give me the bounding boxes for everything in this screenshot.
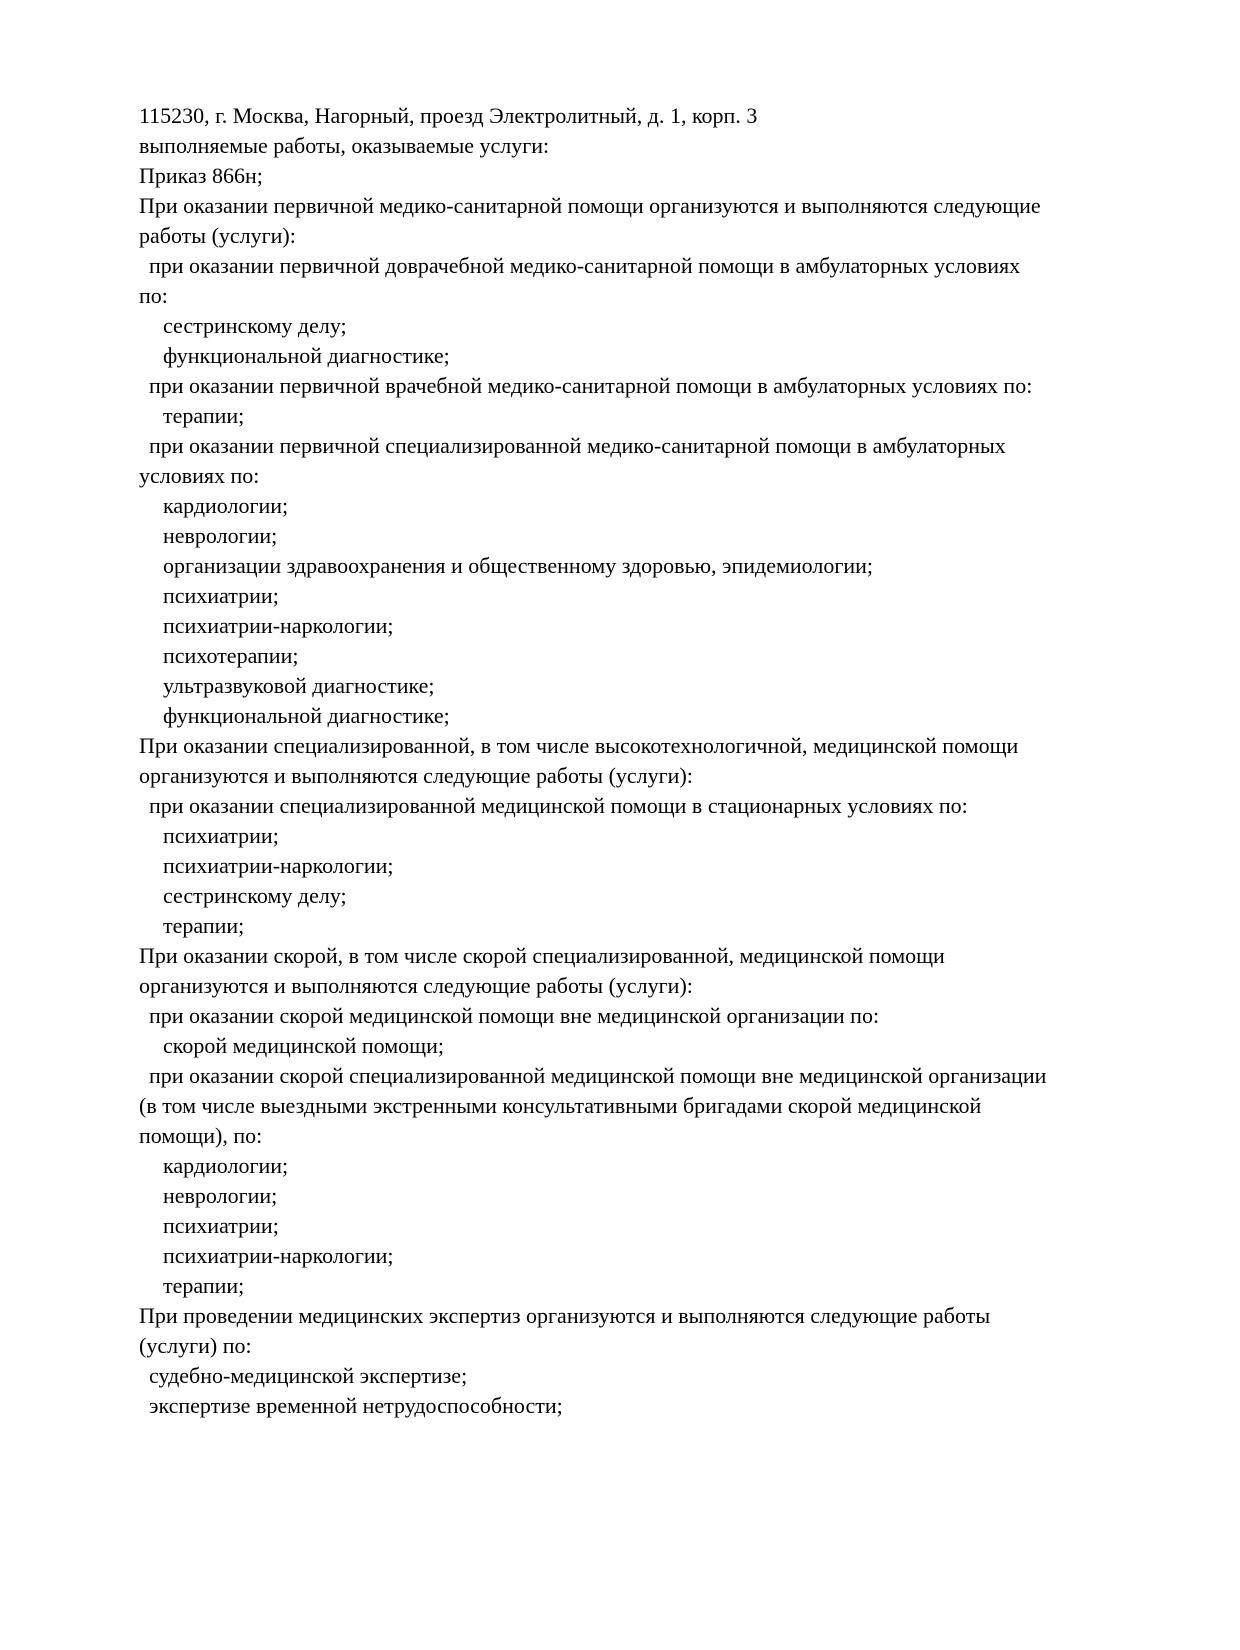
text-line: работы (услуги):	[139, 223, 296, 248]
text-line: психиатрии;	[163, 1213, 279, 1238]
text-line: функциональной диагностике;	[163, 703, 450, 728]
text-line: (услуги) по:	[139, 1333, 252, 1358]
text-line: при оказании первичной доврачебной медико-санитарной помощи в амбулаторных условиях	[149, 253, 1021, 278]
text-line: экспертизе временной нетрудоспособности;	[149, 1393, 563, 1418]
text-line: психиатрии;	[163, 583, 279, 608]
text-line: При оказании первичной медико-санитарной помощи организуются и выполняются следующие	[139, 193, 1041, 218]
text-line: (в том числе выездными экстренными консультативными бригадами скорой медицинской	[139, 1093, 982, 1118]
text-line: психиатрии-наркологии;	[163, 853, 394, 878]
text-line: При оказании специализированной, в том числе высокотехнологичной, медицинской помощи	[139, 733, 1019, 758]
text-line: сестринскому делу;	[163, 883, 347, 908]
text-line: терапии;	[163, 403, 245, 428]
text-line: условиях по:	[139, 463, 260, 488]
text-line: неврологии;	[163, 523, 278, 548]
text-line: при оказании специализированной медицинской помощи в стационарных условиях по:	[149, 793, 968, 818]
text-line: по:	[139, 283, 168, 308]
text-line: терапии;	[163, 913, 245, 938]
text-line: сестринскому делу;	[163, 313, 347, 338]
text-line: психиатрии-наркологии;	[163, 1243, 394, 1268]
text-line: скорой медицинской помощи;	[163, 1033, 445, 1058]
text-line: психотерапии;	[163, 643, 299, 668]
text-line: Приказ 866н;	[139, 163, 263, 188]
text-line: При оказании скорой, в том числе скорой специализированной, медицинской помощи	[139, 943, 945, 968]
text-line: при оказании первичной специализированной медико-санитарной помощи в амбулаторных	[149, 433, 1006, 458]
text-line: ультразвуковой диагностике;	[163, 673, 435, 698]
text-line: помощи), по:	[139, 1123, 263, 1148]
text-line: функциональной диагностике;	[163, 343, 450, 368]
text-line: психиатрии;	[163, 823, 279, 848]
text-line: кардиологии;	[163, 493, 289, 518]
text-line: выполняемые работы, оказываемые услуги:	[139, 133, 550, 158]
text-line: терапии;	[163, 1273, 245, 1298]
text-line: При проведении медицинских экспертиз организуются и выполняются следующие работы	[139, 1303, 991, 1328]
text-line: организации здравоохранения и общественному здоровью, эпидемиологии;	[163, 553, 874, 578]
text-line: организуются и выполняются следующие работы (услуги):	[139, 973, 693, 998]
text-line: психиатрии-наркологии;	[163, 613, 394, 638]
text-line: при оказании скорой специализированной медицинской помощи вне медицинской организации	[149, 1063, 1047, 1088]
text-line: неврологии;	[163, 1183, 278, 1208]
license-works-text-block	[139, 101, 1199, 1421]
text-line: при оказании первичной врачебной медико-санитарной помощи в амбулаторных условиях по:	[149, 373, 1033, 398]
text-line: организуются и выполняются следующие работы (услуги):	[139, 763, 693, 788]
text-line: судебно-медицинской экспертизе;	[149, 1363, 468, 1388]
text-line: при оказании скорой медицинской помощи вне медицинской организации по:	[149, 1003, 880, 1028]
text-line: 115230, г. Москва, Нагорный, проезд Электролитный, д. 1, корп. 3	[139, 103, 758, 128]
text-line: кардиологии;	[163, 1153, 289, 1178]
